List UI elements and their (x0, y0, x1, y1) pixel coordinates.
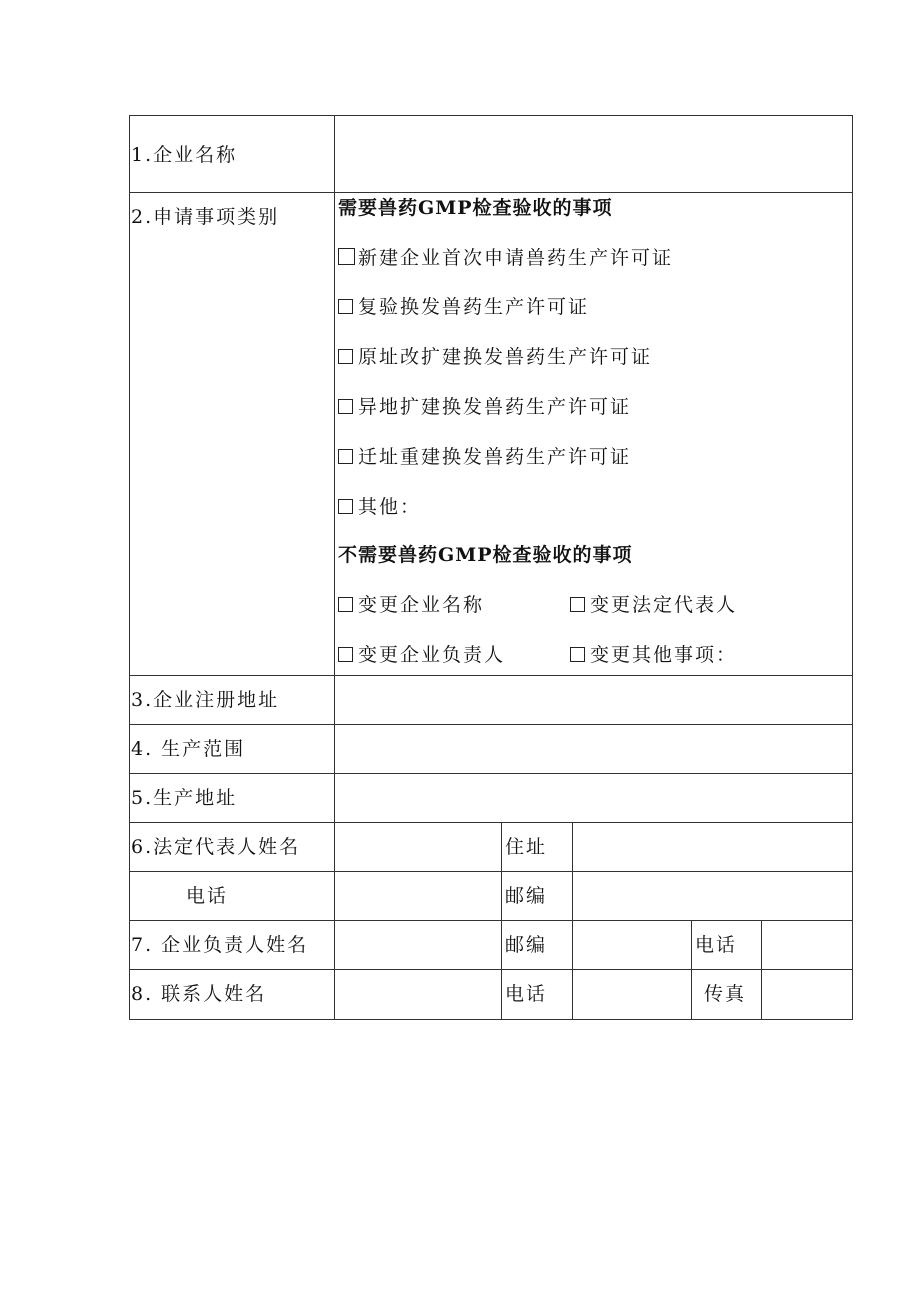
person-in-charge-name-label: 7. 企业负责人姓名 (131, 934, 309, 956)
column-divider (334, 115, 335, 1020)
checkbox[interactable] (338, 647, 353, 662)
gmp-option-renewal[interactable]: 复验换发兽药生产许可证 (338, 298, 589, 317)
row-divider (129, 920, 853, 921)
registered-address-label: 3.企业注册地址 (131, 689, 280, 711)
gmp-option-onsite-expansion[interactable]: 原址改扩建换发兽药生产许可证 (338, 348, 652, 367)
row-divider (129, 192, 853, 193)
fax-label: 传真 (704, 983, 747, 1005)
column-divider (572, 822, 573, 1020)
column-divider (761, 920, 762, 1020)
table-border-right (852, 115, 853, 1020)
row-divider (129, 675, 853, 676)
phone-label: 电话 (505, 983, 548, 1005)
row-divider (129, 822, 853, 823)
company-name-label: 1.企业名称 (131, 144, 238, 166)
table-border-bottom (129, 1019, 853, 1020)
gmp-option-offsite-expansion[interactable]: 异地扩建换发兽药生产许可证 (338, 398, 631, 417)
postcode-label: 邮编 (505, 934, 548, 956)
production-scope-label: 4. 生产范围 (131, 738, 246, 760)
row-divider (129, 871, 853, 872)
gmp-option-new[interactable]: 新建企业首次申请兽药生产许可证 (338, 248, 673, 268)
production-address-label: 5.生产地址 (131, 787, 238, 809)
column-divider (691, 920, 692, 1020)
checkbox[interactable] (570, 647, 585, 662)
checkbox[interactable] (338, 449, 353, 464)
row-divider (129, 773, 853, 774)
postcode-label: 邮编 (505, 885, 548, 907)
checkbox[interactable] (338, 299, 353, 314)
legal-rep-name-label: 6.法定代表人姓名 (131, 836, 301, 858)
gmp-option-relocation[interactable]: 迁址重建换发兽药生产许可证 (338, 448, 631, 467)
non-gmp-option-person-in-charge[interactable]: 变更企业负责人 (338, 646, 505, 665)
row-divider (129, 724, 853, 725)
table-border-left (129, 115, 130, 1020)
address-label: 住址 (505, 836, 548, 858)
table-border-top (129, 115, 853, 116)
non-gmp-option-legal-rep[interactable]: 变更法定代表人 (570, 596, 737, 615)
checkbox[interactable] (338, 399, 353, 414)
phone-label: 电话 (695, 934, 738, 956)
phone-label: 电话 (186, 885, 229, 907)
checkbox[interactable] (570, 597, 585, 612)
non-gmp-option-other[interactable]: 变更其他事项： (570, 646, 737, 665)
checkbox[interactable] (338, 597, 353, 612)
row-divider (129, 969, 853, 970)
gmp-section-title: 需要兽药GMP检查验收的事项 (338, 197, 613, 219)
non-gmp-section-title: 不需要兽药GMP检查验收的事项 (338, 544, 633, 566)
checkbox[interactable] (338, 349, 353, 364)
contact-name-label: 8. 联系人姓名 (131, 983, 267, 1005)
column-divider (501, 822, 502, 1020)
checkbox[interactable] (338, 499, 353, 514)
checkbox[interactable] (338, 248, 355, 265)
gmp-option-other[interactable]: 其他： (338, 498, 421, 517)
non-gmp-option-company-name[interactable]: 变更企业名称 (338, 596, 484, 615)
application-type-label: 2.申请事项类别 (131, 206, 280, 228)
